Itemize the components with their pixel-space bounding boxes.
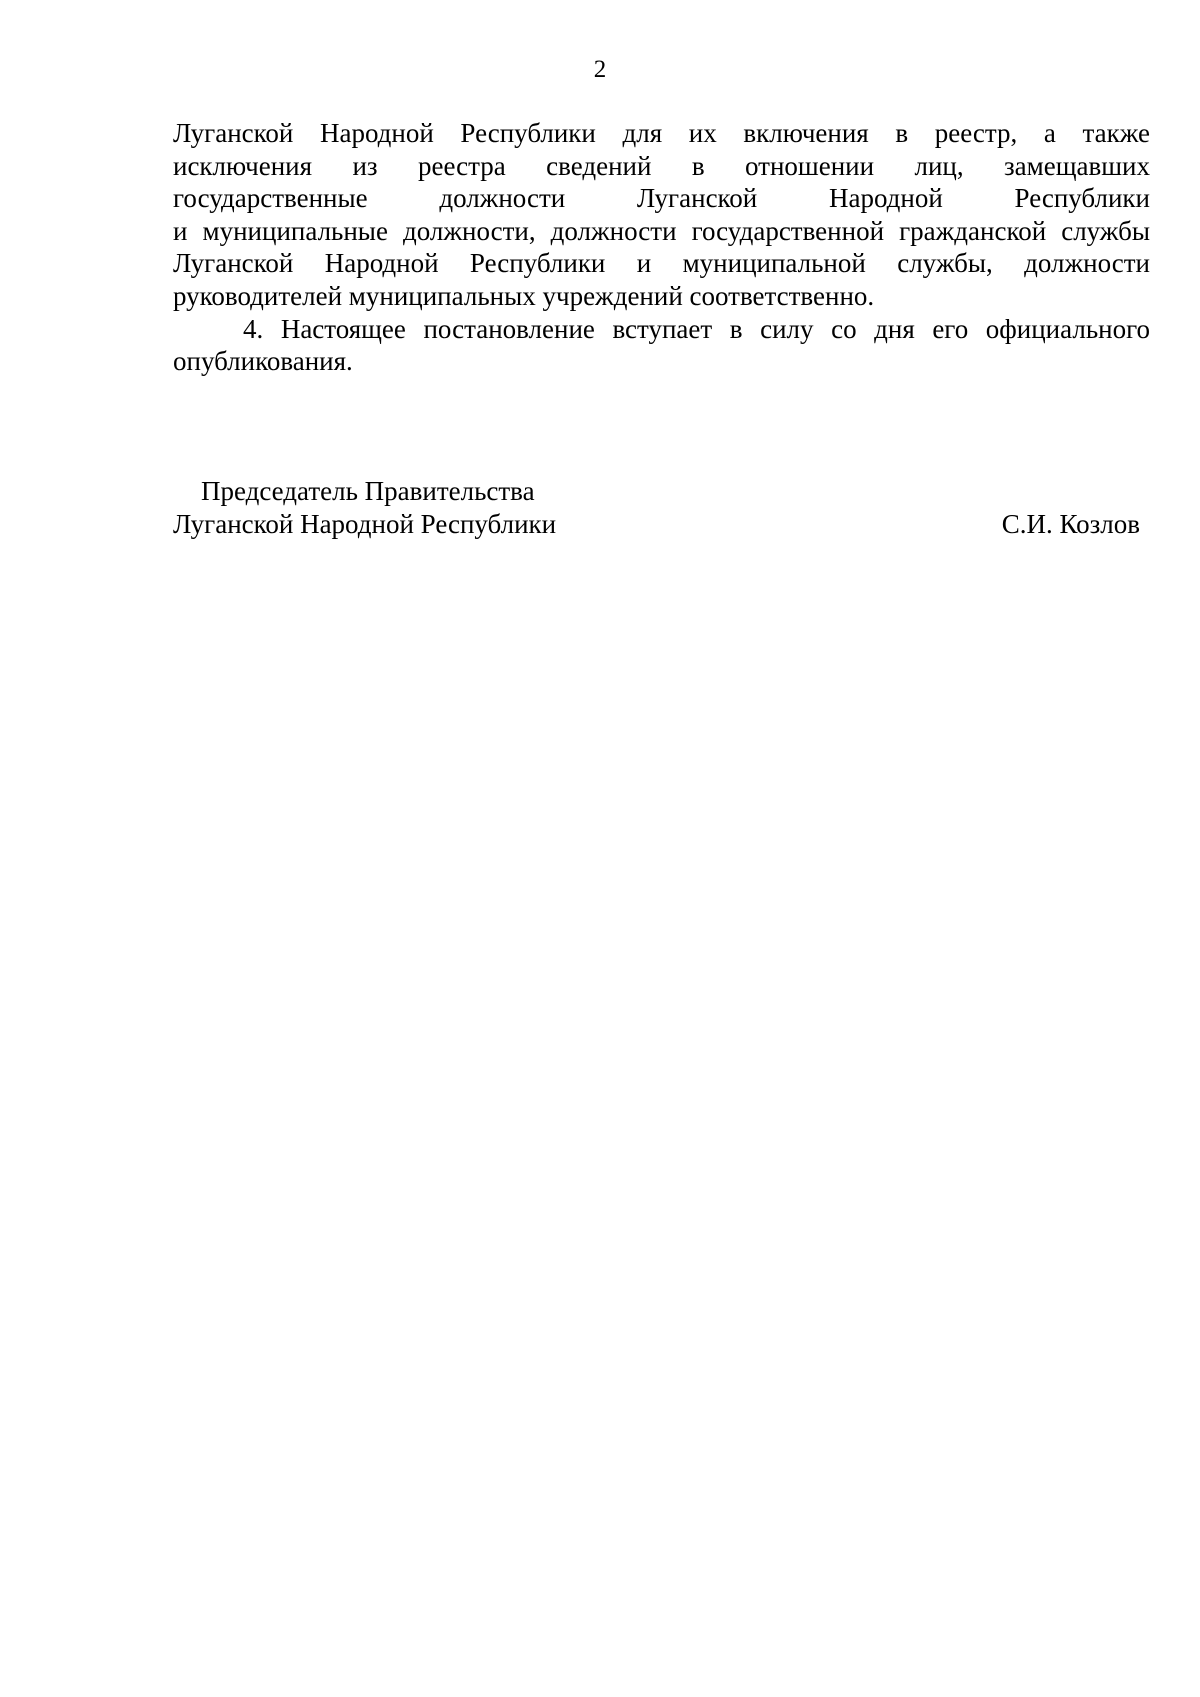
signatory-name: С.И. Козлов <box>1001 508 1140 539</box>
paragraph-4-line: опубликования. <box>173 346 353 377</box>
body-line: исключения из реестра сведений в отношении лиц, замещавших <box>173 150 1150 181</box>
signature-block <box>173 475 1140 540</box>
body-line: Луганской Народной Республики и муниципальной службы, должности <box>173 248 1150 279</box>
paragraph-4-line: 4. Настоящее постановление вступает в силу со дня его официального <box>243 313 1150 344</box>
page-number: 2 <box>593 56 607 83</box>
signatory-title-line-2: Луганской Народной Республики <box>173 508 557 539</box>
body-line: государственные должности Луганской Народной Республики <box>173 183 1150 214</box>
body-text <box>173 117 1150 378</box>
signature-row <box>173 508 1140 541</box>
body-line: руководителей муниципальных учреждений соответственно. <box>173 280 875 311</box>
body-line: и муниципальные должности, должности государственной гражданской службы <box>173 215 1150 246</box>
signatory-title-line-1: Председатель Правительства <box>201 476 535 506</box>
body-line: Луганской Народной Республики для их включения в реестр, а также <box>173 118 1150 148</box>
